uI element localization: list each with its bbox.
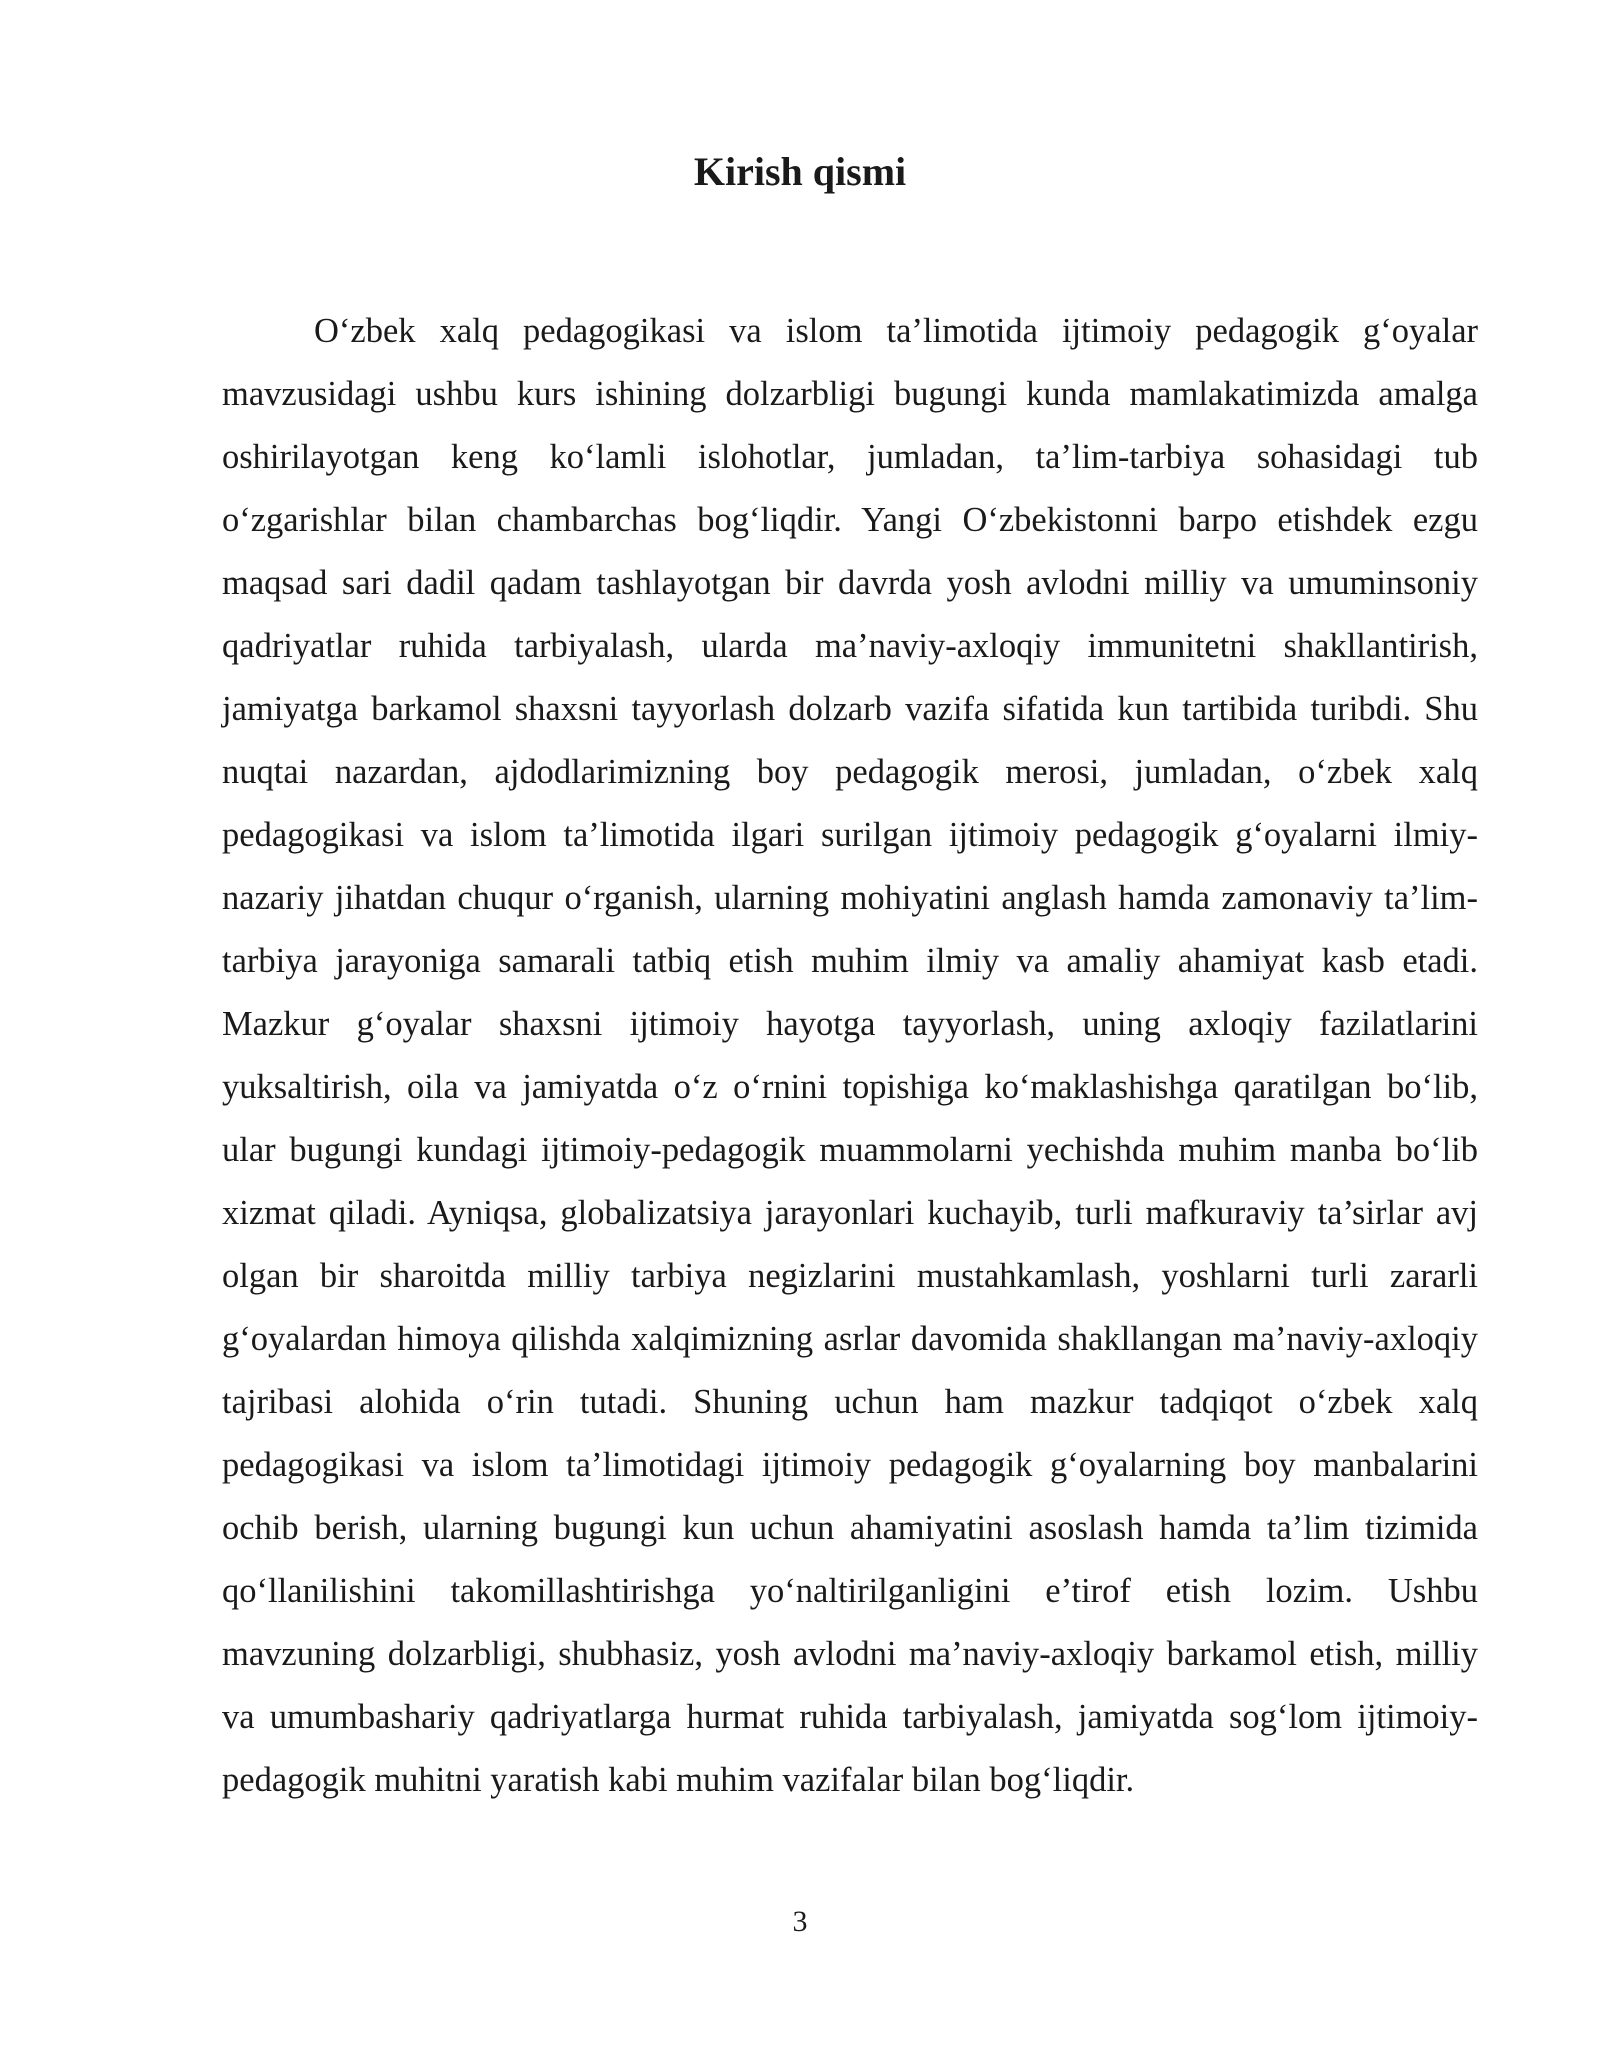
section-title: Kirish qismi xyxy=(693,149,907,194)
body-paragraph: O‘zbek xalq pedagogikasi va islom ta’limotida ijtimoiy pedagogik g‘oyalar mavzusidagi ushbu kurs ishining dolzarbligi bugungi kunda mamlakatimizda amalga oshirilayotgan keng ko‘lamli islohotlar, jumladan, ta’lim-tarbiya sohasidagi tub o‘zgarishlar bilan chambarchas bog‘liqdir. Yangi O‘zbekistonni barpo etishdek ezgu maqsad sari dadil qadam tashlayotgan bir davrda yosh avlodni milliy va umuminsoniy qadriyatlar ruhida tarbiyalash, ularda ma’naviy-axloqiy immunitetni shakllantirish, jamiyatga barkamol shaxsni tayyorlash dolzarb vazifa sifatida kun tartibida turibdi. Shu nuqtai nazardan, ajdodlarimizning boy pedagogik merosi, jumladan, o‘zbek xalq pedagogikasi va islom ta’limotida ilgari surilgan ijtimoiy pedagogik g‘oyalarni ilmiy-nazariy jihatdan chuqur o‘rganish, ularning mohiyatini anglash hamda zamonaviy ta’lim-tarbiya jarayoniga samarali tatbiq etish muhim ilmiy va amaliy ahamiyat kasb etadi. Mazkur g‘oyalar shaxsni ijtimoiy hayotga tayyorlash, uning axloqiy fazilatlarini yuksaltirish, oila va jamiyatda o‘z o‘rnini topishiga ko‘maklashishga qaratilgan bo‘lib, ular bugungi kundagi ijtimoiy-pedagogik muammolarni yechishda muhim manba bo‘lib xizmat qiladi. Ayniqsa, globalizatsiya jarayonlari kuchayib, turli mafkuraviy ta’sirlar avj olgan bir sharoitda milliy tarbiya negizlarini mustahkamlash, yoshlarni turli zararli g‘oyalardan himoya qilishda xalqimizning asrlar davomida shakllangan ma’naviy-axloqiy tajribasi alohida o‘rin tutadi. Shuning uchun ham mazkur tadqiqot o‘zbek xalq pedagogikasi va islom ta’limotidagi ijtimoiy pedagogik g‘oyalarning boy manbalarini ochib berish, ularning bugungi kun uchun ahamiyatini asoslash hamda ta’lim tizimida qo‘llanilishini takomillashtirishga yo‘naltirilganligini e’tirof etish lozim. Ushbu mavzuning dolzarbligi, shubhasiz, yosh avlodni ma’naviy-axloqiy barkamol etish, milliy va umumbashariy qadriyatlarga hurmat ruhida tarbiyalash, jamiyatda sog‘lom ijtimoiy-pedagogik muhitni yaratish kabi muhim vazifalar bilan bog‘liqdir. xyxy=(222,312,1478,1799)
page-number: 3 xyxy=(792,1905,808,1938)
